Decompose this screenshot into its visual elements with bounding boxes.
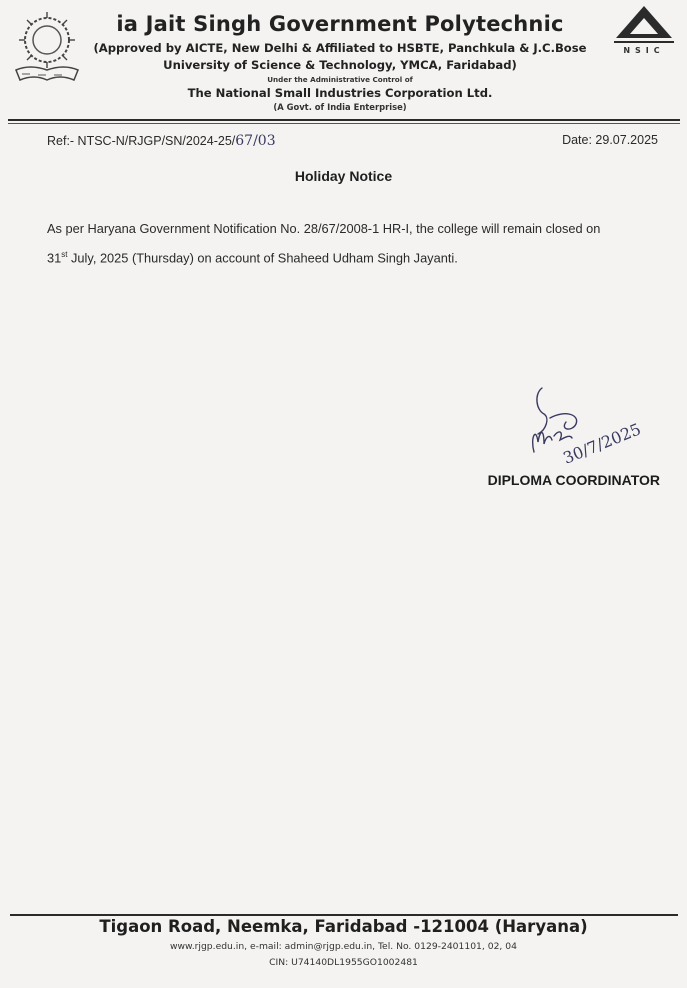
reference-handwritten: 67/03 bbox=[235, 133, 276, 149]
institute-title: ia Jait Singh Government Polytechnic bbox=[116, 12, 564, 36]
notice-body-day: 31 bbox=[47, 250, 62, 266]
notice-body-line1: As per Haryana Government Notification No. 28/67/2008-1 HR-I, the college will remain closed on bbox=[47, 221, 601, 236]
footer-cin: CIN: U74140DL1955GO1002481 bbox=[269, 957, 418, 968]
corporation-line: The National Small Industries Corporation Ltd. bbox=[187, 86, 493, 100]
signature-date: 30/7/2025 bbox=[560, 419, 644, 468]
header-divider-thin bbox=[8, 123, 680, 124]
notice-body-line2: July, 2025 (Thursday) on account of Shaheed Udham Singh Jayanti. bbox=[67, 250, 458, 266]
affiliation-line: (Approved by AICTE, New Delhi & Affiliated to HSBTE, Panchkula & J.C.Bose bbox=[93, 41, 587, 55]
notice-date: Date: 29.07.2025 bbox=[562, 133, 658, 147]
control-line: Under the Administrative Control of bbox=[267, 75, 413, 84]
university-line: University of Science & Technology, YMCA, Faridabad) bbox=[163, 58, 517, 72]
header-divider bbox=[8, 119, 680, 121]
footer-divider bbox=[10, 914, 678, 916]
notice-title: Holiday Notice bbox=[294, 168, 393, 184]
reference-printed: Ref:- NTSC-N/RJGP/SN/2024-25/ bbox=[47, 134, 236, 148]
footer-contact: www.rjgp.edu.in, e-mail: admin@rjgp.edu.in, Tel. No. 0129-2401101, 02, 04 bbox=[170, 941, 517, 952]
footer-address: Tigaon Road, Neemka, Faridabad -121004 (Haryana) bbox=[99, 917, 588, 936]
signatory-title: DIPLOMA COORDINATOR bbox=[487, 472, 660, 488]
nsic-logo-text: NSIC bbox=[623, 46, 665, 55]
notice-body-ordinal: st bbox=[61, 250, 68, 259]
reference-number bbox=[47, 133, 276, 149]
govt-enterprise-line: (A Govt. of India Enterprise) bbox=[273, 102, 407, 112]
notice-body bbox=[47, 216, 667, 271]
